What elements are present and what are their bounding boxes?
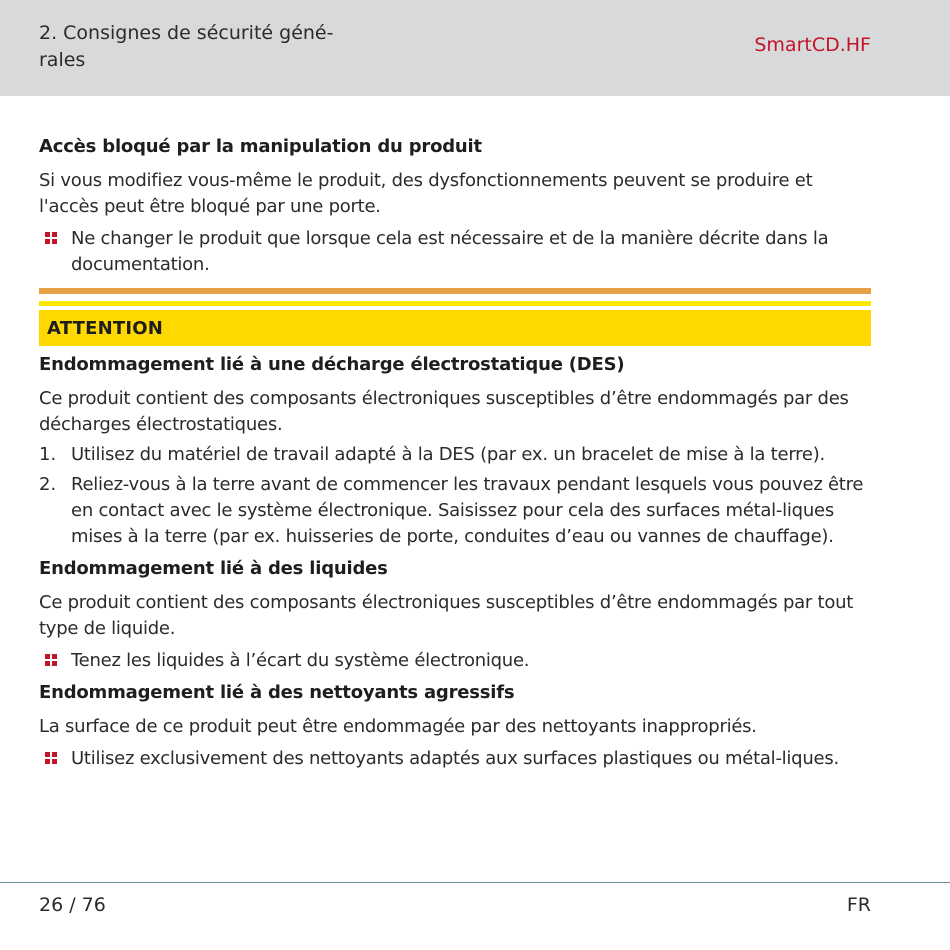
cleaners-bullet-text: Utilisez exclusivement des nettoyants adaptés aux surfaces plastiques ou métal-liques. xyxy=(71,748,839,769)
product-name: SmartCD.HF xyxy=(754,34,871,56)
esd-body: Ce produit contient des composants électroniques susceptibles d’être endommagés par des décharges électrostatiques. xyxy=(39,388,849,435)
red-square-bullet-icon xyxy=(39,648,71,674)
esd-step xyxy=(39,472,871,550)
liquids-body: Ce produit contient des composants électroniques susceptibles d’être endommagés par tout type de liquide. xyxy=(39,592,854,639)
access-bullet xyxy=(39,226,871,278)
liquids-bullet-text: Tenez les liquides à l’écart du système électronique. xyxy=(71,650,530,671)
esd-step-number: 2. xyxy=(39,474,57,495)
footer-divider xyxy=(0,882,950,883)
esd-step-text: Utilisez du matériel de travail adapté à la DES (par ex. un bracelet de mise à la terre). xyxy=(71,444,825,465)
liquids-heading: Endommagement lié à des liquides xyxy=(39,558,388,579)
cleaners-heading: Endommagement lié à des nettoyants agressifs xyxy=(39,682,515,703)
page-number: 26 / 76 xyxy=(39,894,106,916)
esd-step xyxy=(39,442,871,468)
section-title xyxy=(39,20,339,74)
esd-heading: Endommagement lié à une décharge électrostatique (DES) xyxy=(39,354,625,375)
access-heading: Accès bloqué par la manipulation du produit xyxy=(39,136,482,157)
cleaners-body: La surface de ce produit peut être endommagée par des nettoyants inappropriés. xyxy=(39,716,757,737)
red-square-bullet-icon xyxy=(39,746,71,772)
esd-step-text: Reliez-vous à la terre avant de commencer les travaux pendant lesquels vous pouvez être en contact avec le système électronique. Saisissez pour cela des surfaces métal-liques mises à la terre (par ex. huisseries de porte, conduites d’eau ou vannes de chauffage). xyxy=(71,474,864,547)
red-square-bullet-icon xyxy=(39,226,71,252)
cleaners-bullet xyxy=(39,746,871,772)
access-body: Si vous modifiez vous-même le produit, des dysfonctionnements peuvent se produire et l'accès peut être bloqué par une porte. xyxy=(39,170,813,217)
page-header xyxy=(0,0,950,96)
language-code: FR xyxy=(846,894,871,916)
section-title-line1: 2. Consignes de sécurité géné- xyxy=(39,22,334,44)
liquids-bullet xyxy=(39,648,871,674)
page-content xyxy=(39,134,871,772)
attention-banner xyxy=(39,288,871,346)
orange-divider xyxy=(39,288,871,294)
esd-step-number: 1. xyxy=(39,444,57,465)
attention-label: ATTENTION xyxy=(39,310,871,346)
section-title-line2: rales xyxy=(39,49,86,71)
yellow-divider xyxy=(39,301,871,306)
access-bullet-text: Ne changer le produit que lorsque cela est nécessaire et de la manière décrite dans la documentation. xyxy=(71,228,829,275)
